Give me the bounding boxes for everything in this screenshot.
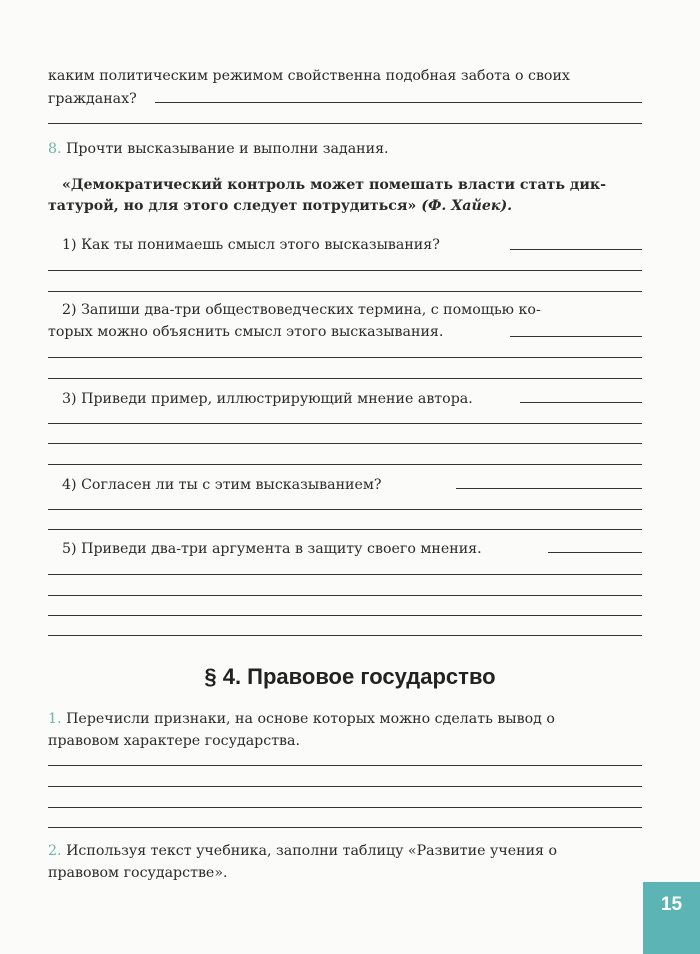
answer-line[interactable] bbox=[48, 529, 642, 530]
question-1: 1) Как ты понимаешь смысл этого высказывания? bbox=[62, 237, 440, 253]
answer-line[interactable] bbox=[48, 291, 642, 292]
answer-line[interactable] bbox=[48, 807, 642, 808]
section-heading: § 4. Правовое государство bbox=[204, 664, 496, 689]
task-text: Прочти высказывание и выполни задания. bbox=[66, 141, 389, 157]
answer-line[interactable] bbox=[456, 488, 642, 489]
answer-line[interactable] bbox=[48, 509, 642, 510]
answer-line[interactable] bbox=[155, 102, 642, 103]
question-2-cont: торых можно объяснить смысл этого высказывания. bbox=[48, 324, 444, 340]
task-number: 2. bbox=[48, 843, 62, 859]
answer-line[interactable] bbox=[48, 270, 642, 271]
answer-line[interactable] bbox=[48, 827, 642, 828]
answer-line[interactable] bbox=[510, 249, 642, 250]
text: каким политическим режимом свойственна подобная забота о своих bbox=[48, 68, 570, 84]
section-task-1 bbox=[48, 711, 555, 727]
answer-line[interactable] bbox=[548, 552, 642, 553]
answer-line[interactable] bbox=[48, 635, 642, 636]
answer-line[interactable] bbox=[48, 765, 642, 766]
section-task-2 bbox=[48, 843, 557, 859]
answer-line[interactable] bbox=[48, 378, 642, 379]
task-text-cont: правовом характере государства. bbox=[48, 733, 300, 749]
quote-author: (Ф. Хайек). bbox=[421, 198, 513, 214]
question-5: 5) Приведи два-три аргумента в защиту своего мнения. bbox=[62, 541, 482, 557]
answer-line[interactable] bbox=[48, 595, 642, 596]
task-text: Перечисли признаки, на основе которых можно сделать вывод о bbox=[66, 711, 555, 727]
task-text-cont: правовом государстве». bbox=[48, 865, 228, 881]
answer-line[interactable] bbox=[48, 786, 642, 787]
question-3: 3) Приведи пример, иллюстрирующий мнение автора. bbox=[62, 391, 473, 407]
answer-line[interactable] bbox=[510, 336, 642, 337]
answer-line[interactable] bbox=[520, 402, 642, 403]
answer-line[interactable] bbox=[48, 357, 642, 358]
task-number: 1. bbox=[48, 711, 62, 727]
quote-text: татурой, но для этого следует потрудиться» bbox=[48, 198, 417, 214]
text: гражданах? bbox=[48, 91, 137, 107]
task-text: Используя текст учебника, заполни таблицу «Развитие учения о bbox=[66, 843, 558, 859]
page-number: 15 bbox=[643, 882, 700, 954]
quote: «Демократический контроль может помешать власти стать дик- bbox=[62, 177, 606, 193]
task-number: 8. bbox=[48, 141, 62, 157]
task-8-title bbox=[48, 141, 389, 157]
answer-line[interactable] bbox=[48, 615, 642, 616]
quote-cont bbox=[48, 198, 512, 214]
answer-line[interactable] bbox=[48, 123, 642, 124]
answer-line[interactable] bbox=[48, 443, 642, 444]
question-2: 2) Запиши два-три обществоведческих термина, с помощью ко- bbox=[62, 302, 541, 318]
answer-line[interactable] bbox=[48, 423, 642, 424]
answer-line[interactable] bbox=[48, 574, 642, 575]
question-4: 4) Согласен ли ты с этим высказыванием? bbox=[62, 477, 382, 493]
answer-line[interactable] bbox=[48, 464, 642, 465]
